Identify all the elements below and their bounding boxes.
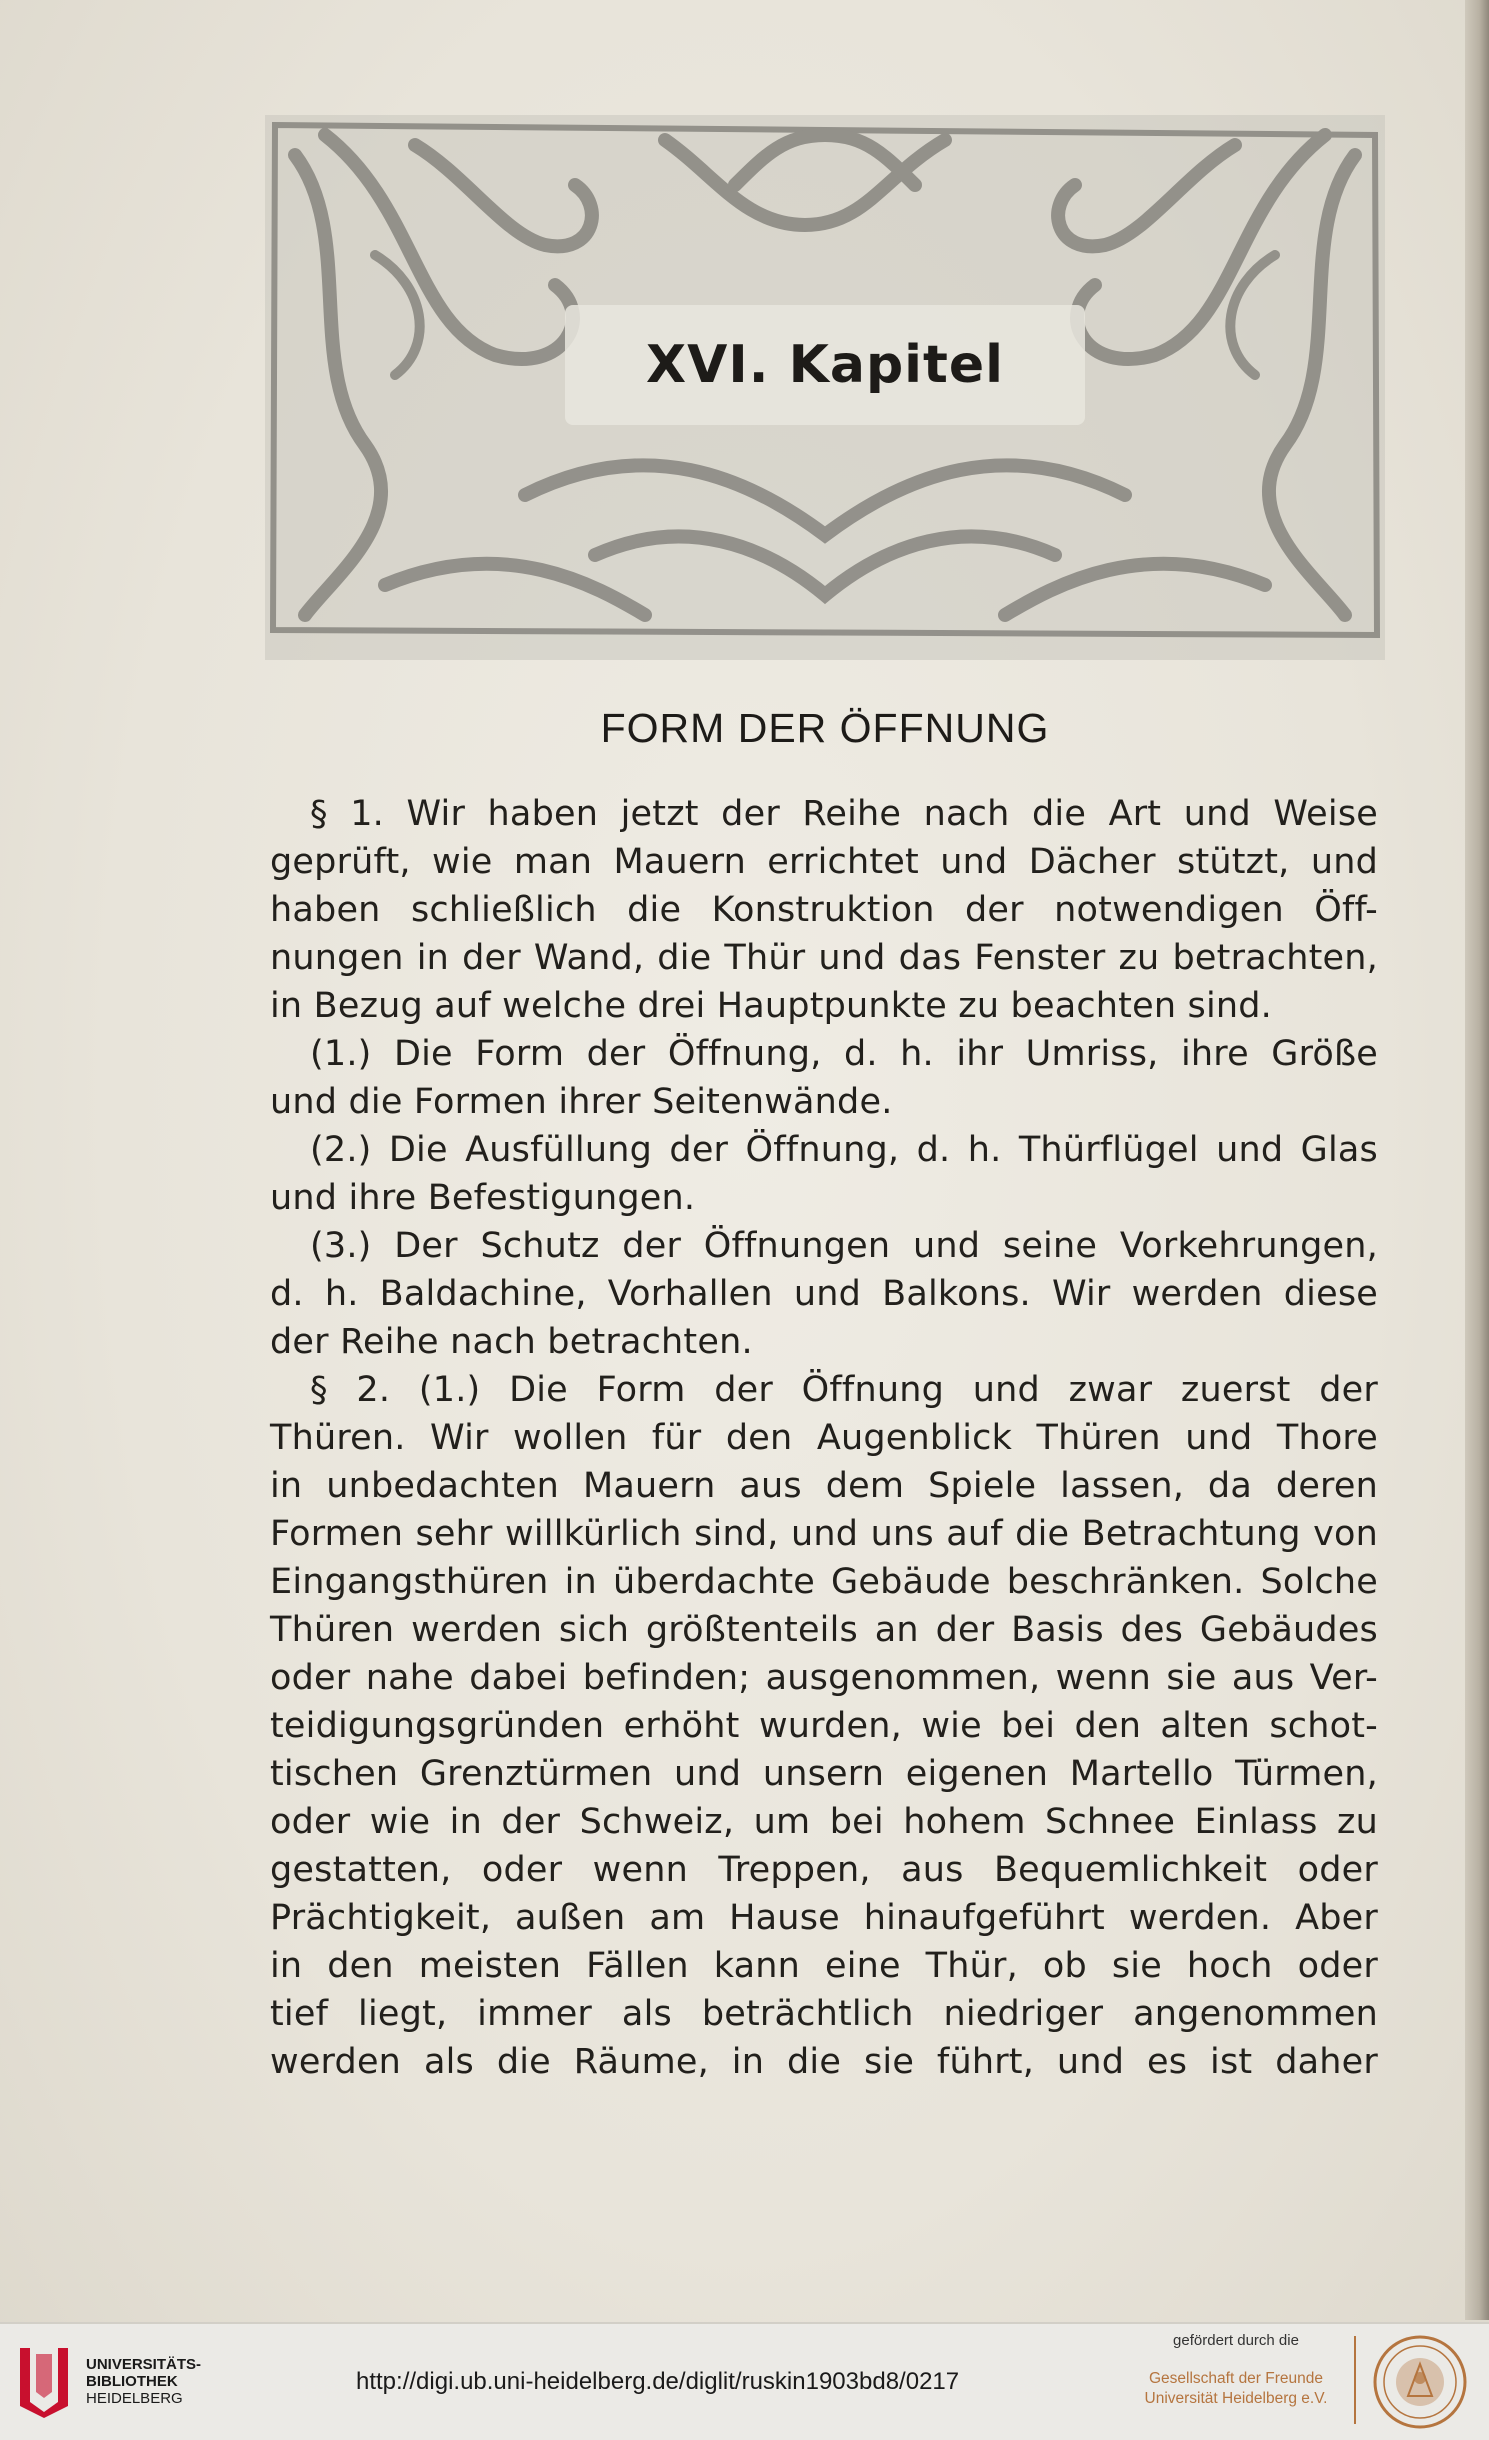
text-line: § 1. Wir haben jetzt der Reihe nach die Art und Weise: [310, 794, 1378, 834]
book-edge: [1465, 0, 1489, 2320]
text-line: werden als die Räume, in die sie führt, und es ist daher: [270, 2042, 1378, 2082]
text-line: geprüft, wie man Mauern errichtet und Dächer stützt, und: [270, 842, 1378, 882]
text-line: teidigungsgründen erhöht wurden, wie bei den alten schot-: [270, 1706, 1378, 1746]
sponsor-org-line: Gesellschaft der Freunde: [1148, 2370, 1324, 2387]
text-line: (1.) Die Form der Öffnung, d. h. ihr Umriss, ihre Größe: [310, 1034, 1378, 1074]
text-line: Eingangsthüren in überdachte Gebäude beschränken. Solche: [270, 1562, 1378, 1602]
library-name-line: BIBLIOTHEK: [86, 2373, 178, 2390]
text-line: tischen Grenztürmen und unsern eigenen Martello Türmen,: [270, 1754, 1378, 1794]
text-line: d. h. Baldachine, Vorhallen und Balkons. Wir werden diese: [270, 1274, 1378, 1314]
text-line: (2.) Die Ausfüllung der Öffnung, d. h. Thürflügel und Glas: [310, 1130, 1378, 1170]
text-line: haben schließlich die Konstruktion der notwendigen Öff-: [270, 890, 1378, 930]
text-line: in Bezug auf welche drei Hauptpunkte zu beachten sind.: [270, 986, 1273, 1026]
chapter-title: XVI. Kapitel: [646, 335, 1004, 395]
library-name-line: UNIVERSITÄTS-: [86, 2356, 202, 2373]
text-line: Thüren werden sich größtenteils an der Basis des Gebäudes: [270, 1610, 1378, 1650]
text-line: oder wie in der Schweiz, um bei hohem Schnee Einlass zu: [270, 1802, 1378, 1842]
footer-divider: [1354, 2336, 1356, 2424]
university-seal-icon: [1372, 2334, 1468, 2430]
sponsor-org-line: Universität Heidelberg e.V.: [1144, 2390, 1328, 2407]
text-line: oder nahe dabei befinden; ausgenommen, wenn sie aus Ver-: [270, 1658, 1378, 1698]
text-line: gestatten, oder wenn Treppen, aus Bequemlichkeit oder: [270, 1850, 1378, 1890]
section-heading: FORM DER ÖFFNUNG: [600, 705, 1050, 751]
text-line: § 2. (1.) Die Form der Öffnung und zwar zuerst der: [310, 1370, 1378, 1410]
text-line: nungen in der Wand, die Thür und das Fenster zu betrachten,: [270, 938, 1378, 978]
permalink-url[interactable]: http://digi.ub.uni-heidelberg.de/diglit/ruskin1903bd8/0217: [356, 2368, 960, 2395]
text-line: Formen sehr willkürlich sind, und uns auf die Betrachtung von: [270, 1514, 1378, 1554]
text-line: und die Formen ihrer Seitenwände.: [270, 1082, 893, 1122]
sponsor-label: gefördert durch die: [1173, 2332, 1299, 2349]
text-line: der Reihe nach betrachten.: [270, 1322, 753, 1362]
text-line: und ihre Befestigungen.: [270, 1178, 696, 1218]
text-line: Thüren. Wir wollen für den Augenblick Thüren und Thore: [270, 1418, 1378, 1458]
library-name: [86, 2356, 236, 2407]
text-line: in den meisten Fällen kann eine Thür, ob sie hoch oder: [270, 1946, 1378, 1986]
sponsor-block: [1136, 2332, 1336, 2409]
body-text: [270, 790, 1378, 2086]
university-library-logo-icon: [14, 2342, 74, 2418]
text-line: (3.) Der Schutz der Öffnungen und seine Vorkehrungen,: [310, 1226, 1378, 1266]
library-city: HEIDELBERG: [86, 2390, 183, 2407]
text-line: tief liegt, immer als beträchtlich niedriger angenommen: [270, 1994, 1378, 2034]
text-line: in unbedachten Mauern aus dem Spiele lassen, da deren: [270, 1466, 1378, 1506]
text-line: Prächtigkeit, außen am Hause hinaufgeführt werden. Aber: [270, 1898, 1378, 1938]
